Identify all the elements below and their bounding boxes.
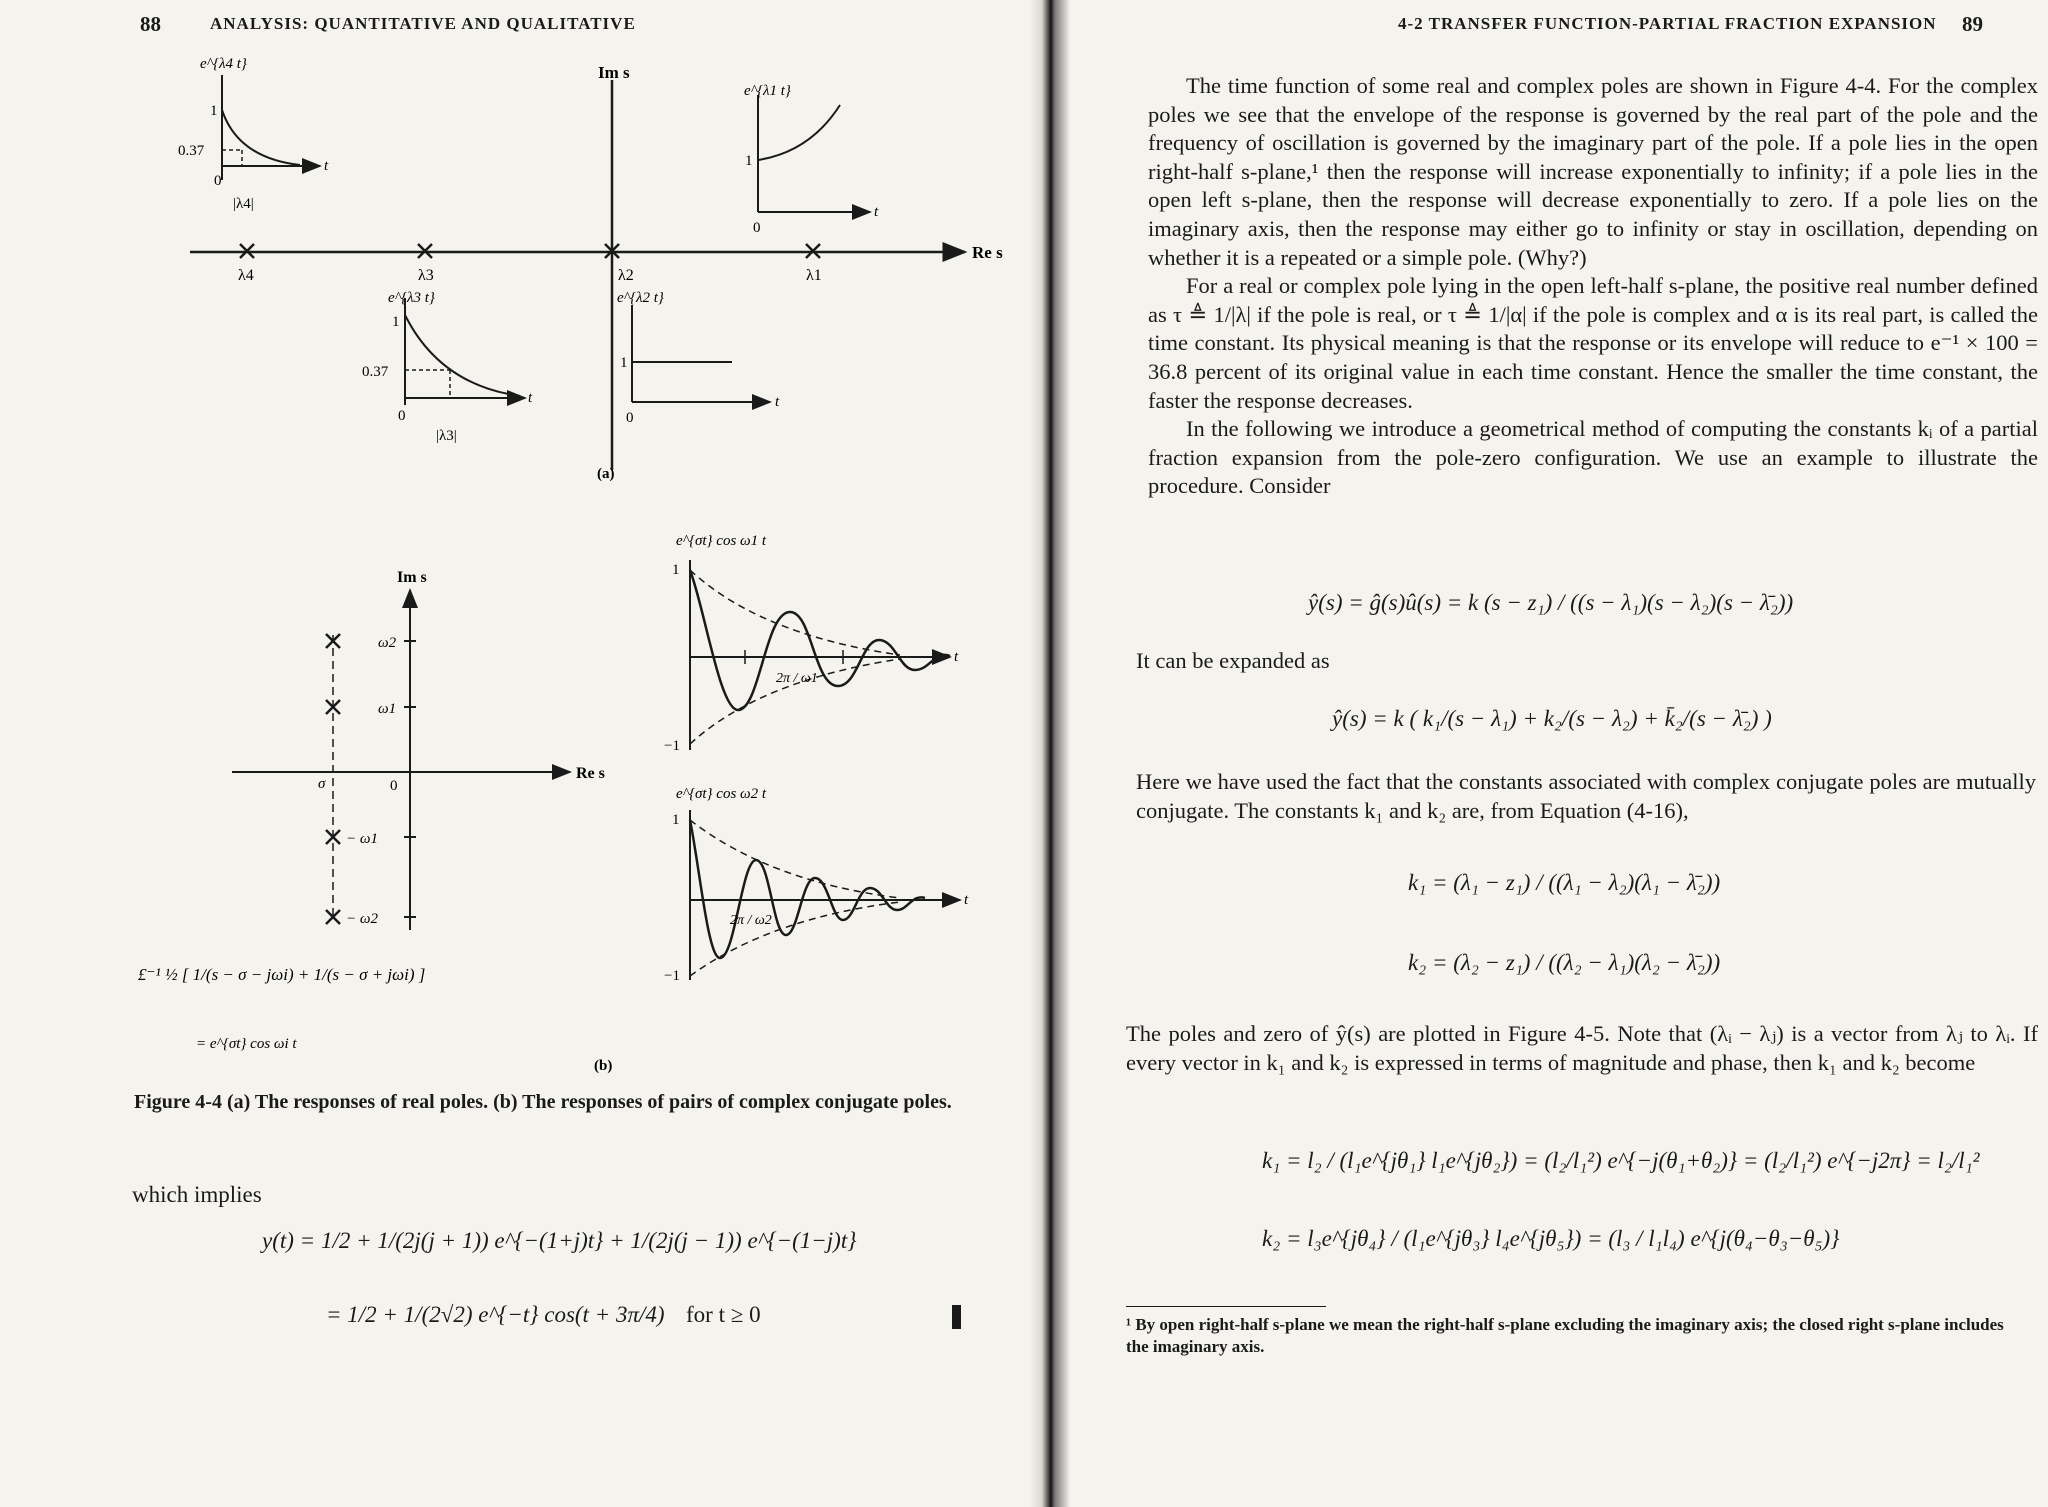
- tick-omega2: ω2: [378, 635, 397, 651]
- pole-lambda2: λ2: [618, 267, 634, 284]
- plot-lambda4-tlabel: t: [324, 158, 329, 174]
- plot-lambda2-tlabel: t: [775, 394, 780, 410]
- paragraph-5: The poles and zero of ŷ(s) are plotted in Figure 4-5. Note that (λᵢ − λⱼ) is a vector from λⱼ to λᵢ. If every vector in k₁ and k₂ is expressed in terms of magnitude and phase, then k₁ and k₂ become: [1126, 1021, 2038, 1075]
- plot-lambda1-ylabel: e^{λ1 t}: [744, 83, 791, 99]
- re-axis-label: Re s: [972, 243, 1003, 262]
- right-page: [1062, 0, 2048, 1507]
- tick-neg-omega1: − ω1: [346, 831, 378, 847]
- equation-y-hat: ŷ(s) = ĝ(s)û(s) = k (s − z₁) / ((s − λ₁)(s − λ₂)(s − λ̄₂)): [1308, 590, 1794, 615]
- equation-k2: k₂ = (λ₂ − z₁) / ((λ₂ − λ₁)(λ₂ − λ̄₂)): [1408, 950, 1721, 975]
- plot-lambda3-tlabel: t: [528, 390, 533, 406]
- paragraph-2: For a real or complex pole lying in the open left-half s-plane, the positive real number defined as τ ≜ 1/|λ| if the pole is real, or τ ≜ 1/|α| if the pole is complex and α is its real part, is called the time constant. Its physical meaning is that the response or its envelope will reduce to e⁻¹ × 100 = 36.8 percent of its original value in each time constant. Hence the smaller the time constant, the faster the response decreases.: [1148, 273, 2038, 413]
- footnote-rule: [1126, 1306, 1326, 1307]
- figure-a-label: (a): [597, 466, 615, 482]
- end-of-proof-mark: [952, 1305, 961, 1329]
- plot-lambda3-tconst: |λ3|: [436, 428, 457, 444]
- pole-lambda4: λ4: [238, 267, 254, 284]
- figure-4-4b: [0, 510, 1050, 1120]
- page-number: 89: [1962, 12, 1983, 36]
- footnote: ¹ By open right-half s-plane we mean the right-half s-plane excluding the imaginary axis; the closed right s-plane includes the imaginary axis.: [1126, 1315, 2004, 1356]
- equation-k1-polar: k₁ = l₂ / (l₁e^{jθ₁} l₁e^{jθ₂}) = (l₂/l₁²) e^{−j(θ₁+θ₂)} = (l₂/l₁²) e^{−j2π} = l₂/l₁²: [1262, 1148, 1980, 1173]
- running-header: ANALYSIS: QUANTITATIVE AND QUALITATIVE: [210, 14, 636, 33]
- figure-4-4a: [0, 40, 1050, 500]
- figure-caption: Figure 4-4 (a) The responses of real poles. (b) The responses of pairs of complex conjugate poles.: [134, 1091, 952, 1113]
- plot-cos-omega2-tick-p1: 1: [672, 812, 680, 828]
- plot-lambda1-tlabel: t: [874, 204, 879, 220]
- equation-k1: k₁ = (λ₁ − z₁) / ((λ₁ − λ₂)(λ₁ − λ̄₂)): [1408, 870, 1721, 895]
- equation-y-t: y(t) = 1/2 + 1/(2j(j + 1)) e^{−(1+j)t} + 1/(2j(j − 1)) e^{−(1−j)t}: [262, 1228, 857, 1253]
- plot-lambda4-tick-1: 1: [210, 103, 218, 119]
- plot-cos-omega2-tick-m1: −1: [664, 968, 680, 984]
- paragraph-4: Here we have used the fact that the constants associated with complex conjugate poles are mutually conjugate. The constants k₁ and k₂ are, from Equation (4-16),: [1136, 769, 2036, 823]
- tick-omega1: ω1: [378, 701, 397, 717]
- equation-k2-polar: k₂ = l₃e^{jθ₄} / (l₁e^{jθ₃} l₄e^{jθ₅}) = (l₃ / l₁l₄) e^{j(θ₄−θ₃−θ₅)}: [1262, 1226, 1840, 1251]
- origin-b: 0: [390, 778, 398, 794]
- running-header: 4-2 TRANSFER FUNCTION-PARTIAL FRACTION EXPANSION: [1398, 14, 1937, 33]
- plot-lambda4-origin: 0: [214, 173, 222, 189]
- plot-cos-omega2-ylabel: e^{σt} cos ω2 t: [676, 786, 767, 802]
- plot-cos-omega1-tick-p1: 1: [672, 562, 680, 578]
- pole-lambda3: λ3: [418, 267, 434, 284]
- plot-cos-omega1-tick-m1: −1: [664, 738, 680, 754]
- plot-cos-omega2-tlabel: t: [964, 892, 969, 908]
- equation-expansion: ŷ(s) = k ( k₁/(s − λ₁) + k₂/(s − λ₂) + k̄₂/(s − λ̄₂) ): [1332, 706, 1772, 731]
- plot-lambda2-tick-1: 1: [620, 355, 628, 371]
- plot-lambda1: [744, 83, 879, 236]
- sigma-label: σ: [318, 776, 326, 792]
- paragraph-3: In the following we introduce a geometrical method of computing the constants kᵢ of a partial fraction expansion from the pole-zero configuration. We use an example to illustrate the procedure. Consider: [1148, 416, 2038, 499]
- figure-b-label: (b): [594, 1058, 613, 1074]
- laplace-result: = e^{σt} cos ωi t: [196, 1036, 297, 1052]
- im-axis-label: Im s: [598, 63, 630, 82]
- plot-lambda2-ylabel: e^{λ2 t}: [617, 290, 664, 306]
- laplace-expression: £⁻¹ ½ [ 1/(s − σ − jωi) + 1/(s − σ + jωi) ]: [138, 965, 426, 984]
- plot-lambda3-origin: 0: [398, 408, 406, 424]
- plot-cos-omega2-period: 2π / ω2: [730, 913, 772, 928]
- im-axis-b-label: Im s: [397, 569, 427, 586]
- plot-lambda4-tconst: |λ4|: [233, 196, 254, 212]
- plot-cos-omega2: [664, 786, 969, 984]
- plot-cos-omega1: [664, 533, 959, 754]
- expanded-as: It can be expanded as: [1136, 648, 1330, 673]
- plot-lambda4: [178, 56, 329, 212]
- plot-lambda3: [362, 290, 533, 444]
- equation-condition: for t ≥ 0: [686, 1302, 761, 1327]
- plot-lambda1-tick-1: 1: [745, 153, 753, 169]
- page-number: 88: [140, 12, 161, 36]
- re-axis-b-label: Re s: [576, 765, 605, 782]
- plot-lambda2-origin: 0: [626, 410, 634, 426]
- plot-cos-omega1-tlabel: t: [954, 649, 959, 665]
- tick-neg-omega2: − ω2: [346, 911, 378, 927]
- pole-lambda1: λ1: [806, 267, 822, 284]
- plot-lambda2: [617, 290, 780, 426]
- plot-cos-omega1-ylabel: e^{σt} cos ω1 t: [676, 533, 767, 549]
- plot-lambda3-tick-037: 0.37: [362, 364, 389, 380]
- plot-lambda3-tick-1: 1: [392, 314, 400, 330]
- plot-lambda3-ylabel: e^{λ3 t}: [388, 290, 435, 306]
- plot-lambda1-origin: 0: [753, 220, 761, 236]
- paragraph-1: The time function of some real and complex poles are shown in Figure 4-4. For the complex poles we see that the envelope of the response is governed by the real part of the pole and the frequency of oscillation is governed by the imaginary part of the pole. If a pole lies in the open right-half s-plane,¹ then the response will increase exponentially to infinity; if a pole lies in the open left s-plane, then the response will decrease exponentially to zero. If a pole lies on the imaginary axis, then the response may either go to infinity or stay in oscillation, depending on whether it is a repeated or a simple pole. (Why?): [1148, 73, 2038, 270]
- equation-y-t-simplified: = 1/2 + 1/(2√2) e^{−t} cos(t + 3π/4): [326, 1302, 665, 1327]
- plot-cos-omega1-period: 2π / ω1: [776, 671, 818, 686]
- body-paragraphs: [1148, 72, 2038, 501]
- plot-lambda4-tick-037: 0.37: [178, 143, 205, 159]
- plot-lambda4-ylabel: e^{λ4 t}: [200, 56, 247, 72]
- which-implies: which implies: [132, 1182, 262, 1207]
